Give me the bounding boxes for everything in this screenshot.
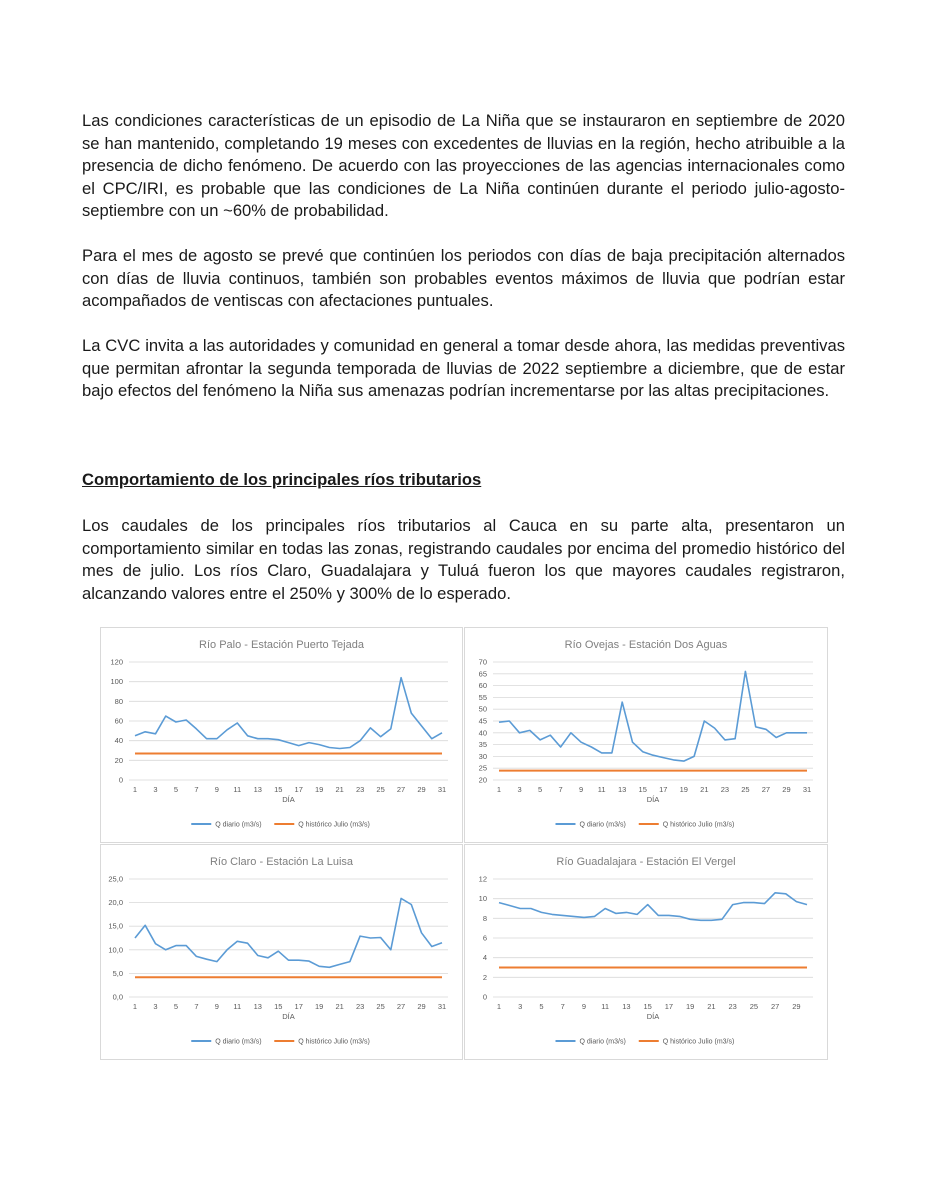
- x-axis-label: DÍA: [646, 1012, 660, 1021]
- chart-rio-palo: [101, 628, 462, 842]
- y-tick-label: 35: [478, 740, 487, 750]
- y-tick-label: 10: [478, 894, 487, 904]
- x-tick-label: 27: [770, 1002, 780, 1011]
- x-axis-label: DÍA: [282, 1012, 295, 1021]
- chart-panel-rio-ovejas: [464, 627, 828, 843]
- x-tick-label: 21: [707, 1002, 716, 1011]
- y-tick-label: 4: [482, 953, 487, 963]
- x-tick-label: 1: [132, 1002, 138, 1011]
- x-tick-label: 11: [597, 785, 606, 794]
- x-tick-label: 17: [659, 785, 668, 794]
- x-tick-label: 13: [253, 785, 262, 794]
- x-tick-label: 5: [537, 785, 543, 794]
- x-tick-label: 3: [153, 785, 158, 794]
- x-tick-label: 31: [437, 1002, 447, 1011]
- x-tick-label: 11: [233, 785, 242, 794]
- x-tick-label: 5: [539, 1002, 544, 1011]
- x-tick-label: 11: [601, 1002, 610, 1011]
- chart-panel-rio-palo: [100, 627, 463, 843]
- chart-panel-rio-claro: [100, 844, 463, 1060]
- x-tick-label: 3: [518, 1002, 523, 1011]
- y-tick-label: 0: [118, 775, 123, 785]
- x-tick-label: 19: [315, 1002, 324, 1011]
- x-tick-label: 25: [741, 785, 750, 794]
- series-line-daily: [135, 678, 442, 749]
- y-tick-label: 12: [478, 874, 487, 884]
- y-tick-label: 8: [482, 913, 487, 923]
- y-tick-label: 15,0: [108, 921, 123, 931]
- legend-label: Q histórico Julio (m3/s): [662, 821, 735, 829]
- y-tick-label: 65: [478, 669, 487, 679]
- y-tick-label: 80: [114, 696, 123, 706]
- y-tick-label: 20: [478, 775, 487, 785]
- x-tick-label: 7: [194, 785, 199, 794]
- x-tick-label: 31: [802, 785, 812, 794]
- chart-title: Río Claro - Estación La Luisa: [209, 856, 354, 868]
- x-tick-label: 29: [782, 785, 791, 794]
- x-tick-label: 1: [132, 785, 138, 794]
- x-tick-label: 17: [294, 785, 303, 794]
- y-tick-label: 40: [478, 728, 487, 738]
- x-tick-label: 7: [558, 785, 563, 794]
- y-tick-label: 30: [478, 751, 487, 761]
- x-tick-label: 27: [761, 785, 771, 794]
- x-tick-label: 19: [679, 785, 688, 794]
- x-axis-label: DÍA: [282, 795, 295, 804]
- x-tick-label: 9: [214, 785, 219, 794]
- x-tick-label: 21: [335, 785, 344, 794]
- series-line-daily: [135, 898, 442, 967]
- paragraph-cvc-invitation: La CVC invita a las autoridades y comunidad en general a tomar desde ahora, las medidas preventivas que permitan afrontar la segunda temporada de lluvias de 2022 septiembre a diciembre, que de estar bajo efectos del fenómeno la Niña sus amenazas podrían incrementarse por las altas precipitaciones.: [82, 336, 845, 401]
- x-tick-label: 21: [700, 785, 709, 794]
- x-tick-label: 17: [294, 1002, 303, 1011]
- chart-panel-rio-guadalajara: [464, 844, 828, 1060]
- legend-label: Q histórico Julio (m3/s): [298, 1038, 370, 1046]
- y-tick-label: 70: [478, 657, 487, 667]
- legend-label: Q diario (m3/s): [579, 821, 626, 829]
- x-tick-label: 13: [622, 1002, 631, 1011]
- chart-rio-ovejas: [465, 628, 827, 842]
- y-tick-label: 2: [482, 972, 487, 982]
- y-tick-label: 55: [478, 692, 487, 702]
- x-tick-label: 13: [618, 785, 627, 794]
- y-tick-label: 120: [110, 657, 123, 667]
- paragraph-august-forecast: Para el mes de agosto se prevé que continúen los periodos con días de baja precipitación alternados con días de lluvia continuos, también son probables eventos máximos de lluvia que podrían estar acompañados de ventiscas con afectaciones puntuales.: [82, 246, 845, 311]
- chart-rio-claro: [101, 845, 462, 1059]
- y-tick-label: 50: [478, 704, 487, 714]
- x-tick-label: 27: [396, 1002, 406, 1011]
- x-tick-label: 15: [643, 1002, 652, 1011]
- series-line-daily: [499, 671, 807, 761]
- y-tick-label: 100: [110, 677, 123, 687]
- legend-label: Q histórico Julio (m3/s): [298, 821, 370, 829]
- y-tick-label: 25: [478, 763, 487, 773]
- x-tick-label: 15: [638, 785, 647, 794]
- x-tick-label: 1: [496, 785, 502, 794]
- x-tick-label: 5: [173, 1002, 179, 1011]
- chart-rio-guadalajara: [465, 845, 827, 1059]
- x-tick-label: 5: [173, 785, 179, 794]
- x-tick-label: 15: [274, 1002, 283, 1011]
- legend-label: Q diario (m3/s): [215, 821, 262, 829]
- x-axis-label: DÍA: [646, 795, 660, 804]
- x-tick-label: 25: [376, 785, 385, 794]
- x-tick-label: 31: [437, 785, 447, 794]
- x-tick-label: 7: [194, 1002, 199, 1011]
- x-tick-label: 23: [355, 785, 365, 794]
- paragraph-la-nina: Las condiciones características de un episodio de La Niña que se instauraron en septiembre de 2020 se han mantenido, completando 19 meses con excedentes de lluvias en la región, hecho atribuible a la presencia de dicho fenómeno. De acuerdo con las proyecciones de las agencias internacionales como el CPC/IRI, es probable que las condiciones de La Niña continúen durante el periodo julio-agosto-septiembre con un ~60% de probabilidad.: [82, 111, 845, 221]
- legend-label: Q diario (m3/s): [215, 1038, 262, 1046]
- y-tick-label: 60: [478, 681, 487, 691]
- x-tick-label: 3: [153, 1002, 158, 1011]
- paragraph-tributary-flows: Los caudales de los principales ríos tributarios al Cauca en su parte alta, presentaron un comportamiento similar en todas las zonas, registrando caudales por encima del promedio histórico del mes de julio. Los ríos Claro, Guadalajara y Tuluá fueron los que mayores caudales registraron, alcanzando valores entre el 250% y 300% de lo esperado.: [82, 516, 845, 603]
- x-tick-label: 19: [315, 785, 324, 794]
- y-tick-label: 0: [482, 992, 487, 1002]
- y-tick-label: 5,0: [112, 968, 123, 978]
- x-tick-label: 23: [355, 1002, 365, 1011]
- x-tick-label: 19: [686, 1002, 695, 1011]
- x-tick-label: 27: [396, 785, 406, 794]
- x-tick-label: 25: [749, 1002, 759, 1011]
- x-tick-label: 11: [233, 1002, 242, 1011]
- charts-figure: [100, 627, 827, 1059]
- x-tick-label: 3: [517, 785, 522, 794]
- x-tick-label: 29: [417, 785, 426, 794]
- y-tick-label: 6: [482, 933, 487, 943]
- y-tick-label: 20: [114, 755, 123, 765]
- x-tick-label: 9: [579, 785, 584, 794]
- x-tick-label: 23: [720, 785, 730, 794]
- legend-label: Q histórico Julio (m3/s): [662, 1038, 735, 1046]
- x-tick-label: 17: [664, 1002, 674, 1011]
- x-tick-label: 15: [274, 785, 283, 794]
- section-heading: Comportamiento de los principales ríos tributarios: [82, 470, 482, 489]
- x-tick-label: 9: [214, 1002, 219, 1011]
- y-tick-label: 25,0: [108, 874, 123, 884]
- y-tick-label: 20,0: [108, 898, 123, 908]
- x-tick-label: 29: [792, 1002, 801, 1011]
- x-tick-label: 21: [335, 1002, 344, 1011]
- y-tick-label: 60: [114, 716, 123, 726]
- legend-label: Q diario (m3/s): [579, 1038, 626, 1046]
- x-tick-label: 29: [417, 1002, 426, 1011]
- x-tick-label: 9: [581, 1002, 587, 1011]
- y-tick-label: 40: [114, 736, 123, 746]
- x-tick-label: 25: [376, 1002, 385, 1011]
- y-tick-label: 10,0: [108, 945, 123, 955]
- series-line-daily: [499, 893, 807, 921]
- x-tick-label: 7: [560, 1002, 565, 1011]
- y-tick-label: 0,0: [112, 992, 123, 1002]
- x-tick-label: 13: [253, 1002, 262, 1011]
- x-tick-label: 1: [496, 1002, 502, 1011]
- x-tick-label: 23: [728, 1002, 737, 1011]
- chart-title: Río Palo - Estación Puerto Tejada: [199, 639, 364, 651]
- y-tick-label: 45: [478, 716, 487, 726]
- chart-title: Río Guadalajara - Estación El Vergel: [556, 856, 736, 868]
- chart-title: Río Ovejas - Estación Dos Aguas: [564, 639, 728, 651]
